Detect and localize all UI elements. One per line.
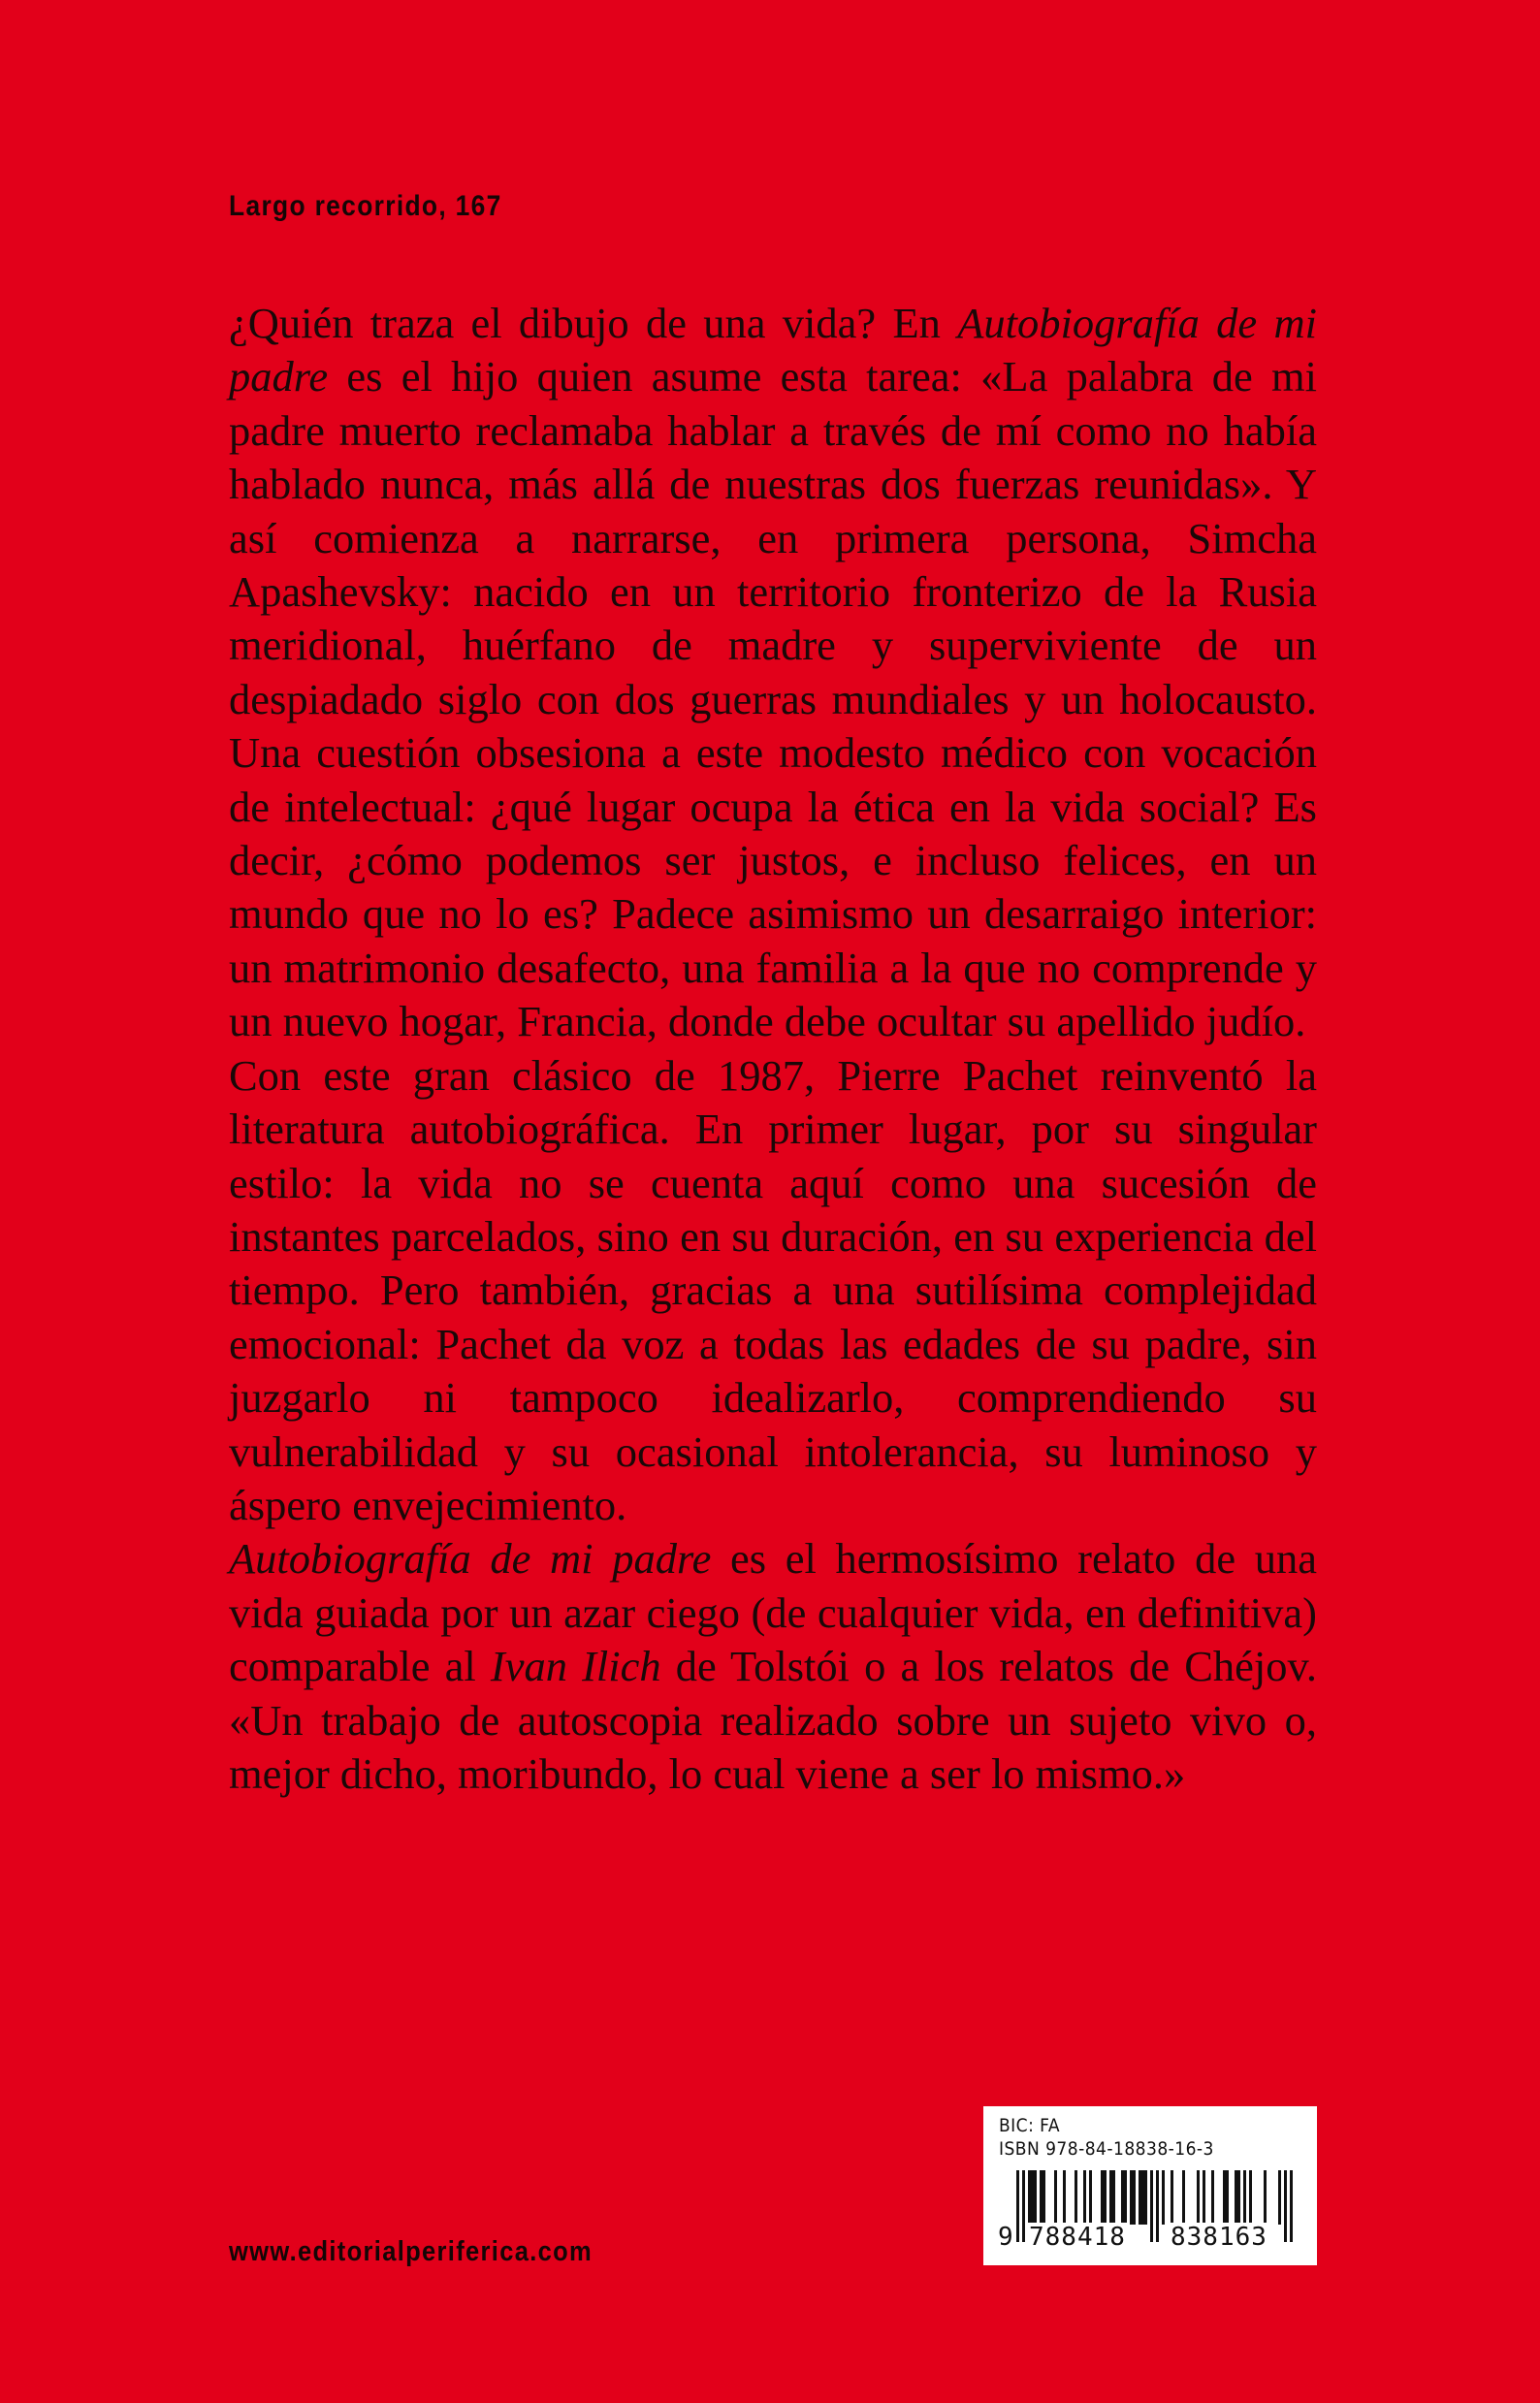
barcode-bar <box>1203 2170 1205 2225</box>
barcode-panel <box>983 2106 1317 2265</box>
paragraph-3-part-2: de Tolstói o a los relatos de Chéjov. «Un trabajo de autoscopia realizado sobre un sujeto vivo o, mejor dicho, moribundo, lo cual viene a ser lo mismo.» <box>229 1642 1317 1798</box>
blurb-paragraph-1 <box>229 297 1317 1049</box>
book-title-italic: Autobiografía de mi padre <box>229 299 1317 401</box>
barcode-bar <box>1150 2170 1153 2242</box>
barcode-bar <box>1121 2170 1124 2225</box>
barcode-bar <box>1104 2170 1107 2225</box>
barcode-bar <box>1144 2170 1147 2225</box>
paragraph-1-lead: ¿Quién traza el dibujo de una vida? En <box>229 299 958 347</box>
barcode-bar <box>1083 2170 1086 2225</box>
bic-code: BIC: FA <box>999 2115 1061 2136</box>
barcode-bar <box>1124 2170 1127 2225</box>
series-label: Largo recorrido, 167 <box>229 190 502 222</box>
barcode-bar <box>1226 2170 1229 2225</box>
blurb-paragraph-3 <box>229 1532 1317 1801</box>
barcode-bar <box>1243 2170 1246 2225</box>
barcode-bar <box>1249 2170 1252 2225</box>
barcode-bar <box>1016 2170 1019 2242</box>
barcode-bar <box>1197 2170 1200 2225</box>
barcode-digits-right: 838163 <box>1171 2223 1267 2252</box>
barcode-bar <box>1237 2170 1240 2225</box>
barcode-bar <box>1139 2170 1141 2225</box>
barcode-bar <box>1075 2170 1077 2225</box>
barcode-bar <box>1278 2170 1281 2225</box>
barcode-bar <box>1223 2170 1226 2225</box>
back-cover-blurb <box>229 297 1317 1801</box>
paragraph-1-rest: es el hijo quien asume esta tarea: «La palabra de mi padre muerto reclamaba hablar a través de mí como no había hablado nunca, más allá de nuestras dos fuerzas reunidas». Y así comienza a narrarse, en primera persona, Simcha Apashevsky: nacido en un territorio fronterizo de la Rusia meridional, huérfano de madre y superviviente de un despiadado siglo con dos guerras mundiales y un holocausto. Una cuestión obsesiona a este modesto médico con vocación de intelectual: ¿qué lugar ocupa la ética en la vida social? Es decir, ¿cómo podemos ser justos, e incluso felices, en un mundo que no lo es? Padece asimismo un desarraigo interior: un matrimonio desafecto, una familia a la que no comprende y un nuevo hogar, Francia, donde debe ocultar su apellido judío. <box>229 352 1317 1046</box>
barcode-bar <box>1133 2170 1136 2225</box>
barcode-bar <box>1054 2170 1057 2225</box>
barcode-bar <box>1022 2170 1025 2242</box>
barcode-bar <box>1130 2170 1133 2225</box>
barcode-bar <box>1101 2170 1104 2225</box>
barcode-bar <box>1171 2170 1173 2225</box>
barcode-bar <box>1235 2170 1237 2225</box>
barcode-bar <box>1028 2170 1031 2225</box>
barcode-bar <box>1211 2170 1214 2225</box>
barcode-bar <box>1031 2170 1034 2225</box>
barcode-bar <box>1284 2170 1287 2242</box>
barcode-bar <box>1034 2170 1037 2225</box>
book-title-italic-2: Autobiografía de mi padre <box>229 1534 712 1584</box>
blurb-paragraph-2: Con este gran clásico de 1987, Pierre Pachet reinventó la literatura autobiográfica. En primer lugar, por su singular estilo: la vida no se cuenta aquí como una sucesión de instantes parcelados, sino en su duración, en su experiencia del tiempo. Pero también, gracias a una sutilísima complejidad emocional: Pachet da voz a todas las edades de su padre, sin juzgarlo ni tampoco idealizarlo, comprendiendo su vulnerabilidad y su ocasional intolerancia, su luminoso y áspero envejecimiento. <box>229 1050 1317 1529</box>
barcode-digits-left: 788418 <box>1029 2223 1126 2252</box>
barcode-bar <box>1109 2170 1112 2225</box>
barcode-bar <box>1162 2170 1165 2225</box>
barcode-bar <box>1112 2170 1115 2225</box>
isbn-text: ISBN 978-84-18838-16-3 <box>999 2138 1214 2160</box>
barcode-bar <box>1290 2170 1293 2242</box>
barcode-digit-first: 9 <box>998 2223 1014 2252</box>
barcode-bar <box>1264 2170 1267 2225</box>
barcode-bar <box>1063 2170 1066 2225</box>
barcode-bar <box>1089 2170 1092 2225</box>
ivan-ilich-reference: Ivan Ilich <box>490 1642 661 1691</box>
barcode-bar <box>1043 2170 1045 2225</box>
barcode-bar <box>1141 2170 1144 2225</box>
barcode-bar <box>1040 2170 1043 2225</box>
publisher-website: www.editorialperiferica.com <box>229 2236 594 2267</box>
barcode-bar <box>1156 2170 1159 2242</box>
barcode-bar <box>1182 2170 1185 2225</box>
paragraph-3-part-1: es el hermosísimo relato de una vida guiada por un azar ciego (de cualquier vida, en definitiva) comparable al <box>229 1534 1317 1691</box>
